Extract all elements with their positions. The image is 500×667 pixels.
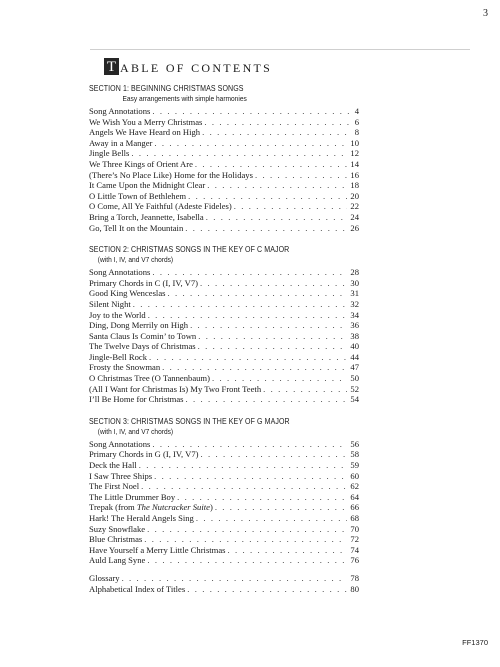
- dot-leader: [167, 288, 347, 299]
- toc-entry-page: 52: [350, 383, 359, 394]
- toc-entry: [89, 278, 359, 289]
- toc-entry-title: Away in a Manger: [89, 137, 153, 148]
- dot-leader: [122, 573, 348, 584]
- title-initial-block: T: [104, 58, 119, 75]
- toc-entry-page: 4: [354, 106, 359, 116]
- dot-leader: [190, 320, 347, 331]
- toc-entry: [89, 127, 359, 138]
- toc-entry: [89, 170, 359, 181]
- toc-entry: [89, 331, 359, 342]
- toc-entry-page: 20: [350, 190, 359, 201]
- catalog-code: FF1370: [462, 638, 488, 647]
- toc-entry-page: 59: [350, 460, 359, 471]
- dot-leader: [133, 299, 348, 310]
- toc-entry-title-italic: The Nutcracker Suite: [136, 502, 210, 513]
- toc-entry-title: Blue Christmas: [89, 534, 143, 545]
- toc-entry-page: 24: [350, 211, 359, 222]
- dot-leader: [154, 471, 347, 482]
- dot-leader: [139, 460, 348, 471]
- toc-entry: [89, 524, 359, 535]
- toc-entry: [89, 449, 359, 460]
- toc-entry-title: Hark! The Herald Angels Sing: [89, 513, 194, 523]
- toc-entry-title: Bring a Torch, Jeannette, Isabella: [89, 211, 204, 222]
- section-3: [89, 417, 359, 566]
- toc-entry-title: Joy to the World: [89, 309, 146, 320]
- dot-leader: [162, 362, 347, 373]
- toc-entry: [89, 299, 359, 310]
- toc-entry: [89, 384, 359, 395]
- toc-entry-page: 18: [350, 180, 359, 191]
- toc-entry-page: 60: [350, 470, 359, 481]
- toc-entry-title: The Little Drummer Boy: [89, 491, 176, 502]
- dot-leader: [149, 352, 347, 363]
- dot-leader: [198, 341, 348, 352]
- toc-entry-title: O Christmas Tree (O Tannenbaum): [89, 373, 210, 384]
- toc-entry-title: The Twelve Days of Christmas: [89, 341, 196, 352]
- toc-entry-title: We Wish You a Merry Christmas: [89, 116, 203, 127]
- toc-entry-page: 50: [350, 373, 359, 384]
- dot-leader: [141, 481, 347, 492]
- toc-entry-title: Frosty the Snowman: [89, 362, 161, 373]
- dot-leader: [196, 513, 348, 524]
- toc-entry: [89, 341, 359, 352]
- toc-entry: [89, 471, 359, 482]
- toc-entry-title: Jingle Bells: [89, 148, 130, 159]
- toc-entry: [89, 267, 359, 278]
- toc-entry: [89, 545, 359, 556]
- toc-entry: [89, 212, 359, 223]
- toc-entry: [89, 201, 359, 212]
- toc-entry-page: 58: [350, 449, 359, 460]
- dot-leader: [131, 148, 347, 159]
- toc-entry-title: [89, 502, 213, 513]
- section-entries: [89, 439, 359, 566]
- toc-entry-page: 34: [350, 309, 359, 320]
- dot-leader: [207, 180, 347, 191]
- dot-leader: [177, 492, 347, 503]
- toc-entry-page: 22: [350, 201, 359, 212]
- toc-entry: [89, 310, 359, 321]
- section-entries: [89, 106, 359, 233]
- toc-entry: [89, 573, 359, 584]
- toc-entry-page: 47: [350, 362, 359, 373]
- toc-entry-page: 26: [350, 222, 359, 233]
- toc-entry: [89, 117, 359, 128]
- toc-entry-page: 66: [350, 502, 359, 513]
- toc-entry: [89, 394, 359, 405]
- toc-entry: [89, 138, 359, 149]
- section-subtitle: Easy arrangements with simple harmonies: [122, 94, 247, 103]
- toc-entry: [89, 373, 359, 384]
- dot-leader: [263, 384, 347, 395]
- toc-entry: [89, 159, 359, 170]
- toc-entry-title: We Three Kings of Orient Are: [89, 158, 193, 169]
- section-heading: SECTION 1: BEGINNING CHRISTMAS SONGS: [89, 84, 244, 93]
- toc-entry-title: Song Annotations: [89, 106, 151, 116]
- toc-entry-title: O Little Town of Bethlehem: [89, 190, 187, 201]
- dot-leader: [200, 278, 347, 289]
- back-matter-entries: [89, 573, 359, 594]
- toc-entry-page: 38: [350, 330, 359, 341]
- toc-entry: [89, 106, 359, 117]
- toc-entry: [89, 320, 359, 331]
- toc-entry-page: 8: [354, 127, 359, 138]
- toc-entry: [89, 481, 359, 492]
- toc-entry-title: Ding, Dong Merrily on High: [89, 320, 189, 331]
- toc-entry-title: (There’s No Place Like) Home for the Holidays: [89, 169, 253, 180]
- toc-entry: [89, 534, 359, 545]
- dot-leader: [152, 439, 347, 450]
- toc-entry-title: Auld Lang Syne: [89, 555, 146, 566]
- toc-entry-page: 32: [350, 298, 359, 309]
- toc-entry: [89, 439, 359, 450]
- toc-entry-title: I Saw Three Ships: [89, 470, 153, 481]
- dot-leader: [195, 159, 347, 170]
- back-matter: [89, 573, 359, 594]
- header-rule: [90, 49, 470, 50]
- toc-entry: [89, 362, 359, 373]
- toc-entry: [89, 460, 359, 471]
- page-number: 3: [483, 8, 488, 19]
- section-1: [89, 84, 359, 233]
- page-title: [104, 58, 272, 75]
- dot-leader: [147, 524, 347, 535]
- section-subtitle: (with I, IV, and V7 chords): [97, 426, 174, 436]
- toc-entry-page: 80: [350, 583, 359, 594]
- section-heading: SECTION 2: CHRISTMAS SONGS IN THE KEY OF C MAJOR: [89, 245, 290, 255]
- toc-entry-title: Jingle-Bell Rock: [89, 351, 147, 362]
- section-2: [89, 245, 359, 405]
- dot-leader: [206, 212, 348, 223]
- dot-leader: [234, 201, 348, 212]
- toc-entry-page: 16: [350, 169, 359, 180]
- toc-entry: [89, 223, 359, 234]
- dot-leader: [215, 502, 348, 513]
- toc-entry-page: 76: [350, 555, 359, 566]
- toc-entry-title: Angels We Have Heard on High: [89, 127, 201, 138]
- toc-entry: [89, 191, 359, 202]
- toc-entry-page: 10: [350, 137, 359, 148]
- dot-leader: [228, 545, 348, 556]
- toc-entry-page: 56: [350, 438, 359, 449]
- dot-leader: [202, 127, 352, 138]
- toc-entry-title: Glossary: [89, 572, 120, 583]
- toc-entry-title: Suzy Snowflake: [89, 523, 146, 534]
- toc-entry: [89, 180, 359, 191]
- toc-entry-page: 54: [350, 394, 359, 405]
- dot-leader: [148, 310, 348, 321]
- toc-entry-title: Primary Chords in C (I, IV, V7): [89, 277, 199, 288]
- toc-entry-page: 74: [350, 544, 359, 555]
- toc-entry-title: The First Noel: [89, 481, 140, 492]
- toc-entry-title: Song Annotations: [89, 267, 151, 278]
- toc-entry-title: Deck the Hall: [89, 460, 137, 471]
- dot-leader: [198, 331, 347, 342]
- toc-entry-title: (All I Want for Christmas Is) My Two Front Teeth: [89, 383, 262, 394]
- toc-entry-page: 40: [350, 341, 359, 352]
- dot-leader: [152, 267, 347, 278]
- dot-leader: [147, 555, 347, 566]
- dot-leader: [255, 170, 347, 181]
- toc-entry-title: It Came Upon the Midnight Clear: [89, 180, 206, 191]
- toc-entry-title: Primary Chords in G (I, IV, V7): [89, 449, 199, 460]
- toc-entry-page: 68: [350, 513, 359, 523]
- dot-leader: [187, 584, 347, 595]
- toc-entry-page: 30: [350, 277, 359, 288]
- toc-entry-title: O Come, All Ye Faithful (Adeste Fideles): [89, 201, 232, 212]
- table-of-contents: [89, 84, 359, 594]
- toc-entry-page: 6: [354, 116, 359, 127]
- dot-leader: [152, 106, 351, 117]
- toc-entry: [89, 492, 359, 503]
- toc-entry-page: 64: [350, 491, 359, 502]
- section-subtitle: (with I, IV, and V7 chords): [97, 255, 174, 265]
- toc-entry-title: Alphabetical Index of Titles: [89, 583, 186, 594]
- toc-entry-title-suffix: ): [209, 502, 213, 513]
- section-heading: SECTION 3: CHRISTMAS SONGS IN THE KEY OF G MAJOR: [89, 416, 290, 426]
- toc-entry-title: Song Annotations: [89, 438, 151, 449]
- section-entries: [89, 267, 359, 405]
- toc-entry-title: Have Yourself a Merry Little Christmas: [89, 544, 226, 555]
- toc-entry-page: 72: [350, 534, 359, 545]
- toc-entry-page: 78: [350, 572, 359, 583]
- dot-leader: [201, 449, 348, 460]
- toc-entry-title-prefix: Trepak (from: [89, 502, 137, 513]
- toc-entry-title: Santa Claus Is Comin’ to Town: [89, 330, 197, 341]
- toc-entry-title: Good King Wenceslas: [89, 288, 166, 299]
- toc-entry-page: 31: [350, 288, 359, 299]
- title-text: ABLE OF CONTENTS: [120, 61, 273, 75]
- toc-entry: [89, 502, 359, 513]
- toc-entry-page: 62: [350, 481, 359, 492]
- dot-leader: [144, 534, 347, 545]
- toc-entry-page: 12: [350, 148, 359, 159]
- toc-entry-page: 28: [350, 267, 359, 278]
- toc-entry-title: Silent Night: [89, 298, 131, 309]
- dot-leader: [188, 191, 347, 202]
- toc-entry: [89, 148, 359, 159]
- dot-leader: [154, 138, 347, 149]
- toc-entry: [89, 584, 359, 595]
- toc-entry: [89, 352, 359, 363]
- toc-entry-title: Go, Tell It on the Mountain: [89, 222, 184, 233]
- dot-leader: [185, 223, 347, 234]
- toc-entry: [89, 555, 359, 566]
- toc-entry-page: 70: [350, 523, 359, 534]
- toc-entry-page: 14: [350, 158, 359, 169]
- dot-leader: [204, 117, 351, 128]
- toc-entry-page: 36: [350, 320, 359, 331]
- toc-entry: [89, 513, 359, 524]
- toc-entry-title: I’ll Be Home for Christmas: [89, 394, 184, 405]
- dot-leader: [186, 394, 348, 405]
- toc-entry-page: 44: [350, 351, 359, 362]
- toc-entry: [89, 288, 359, 299]
- dot-leader: [212, 373, 347, 384]
